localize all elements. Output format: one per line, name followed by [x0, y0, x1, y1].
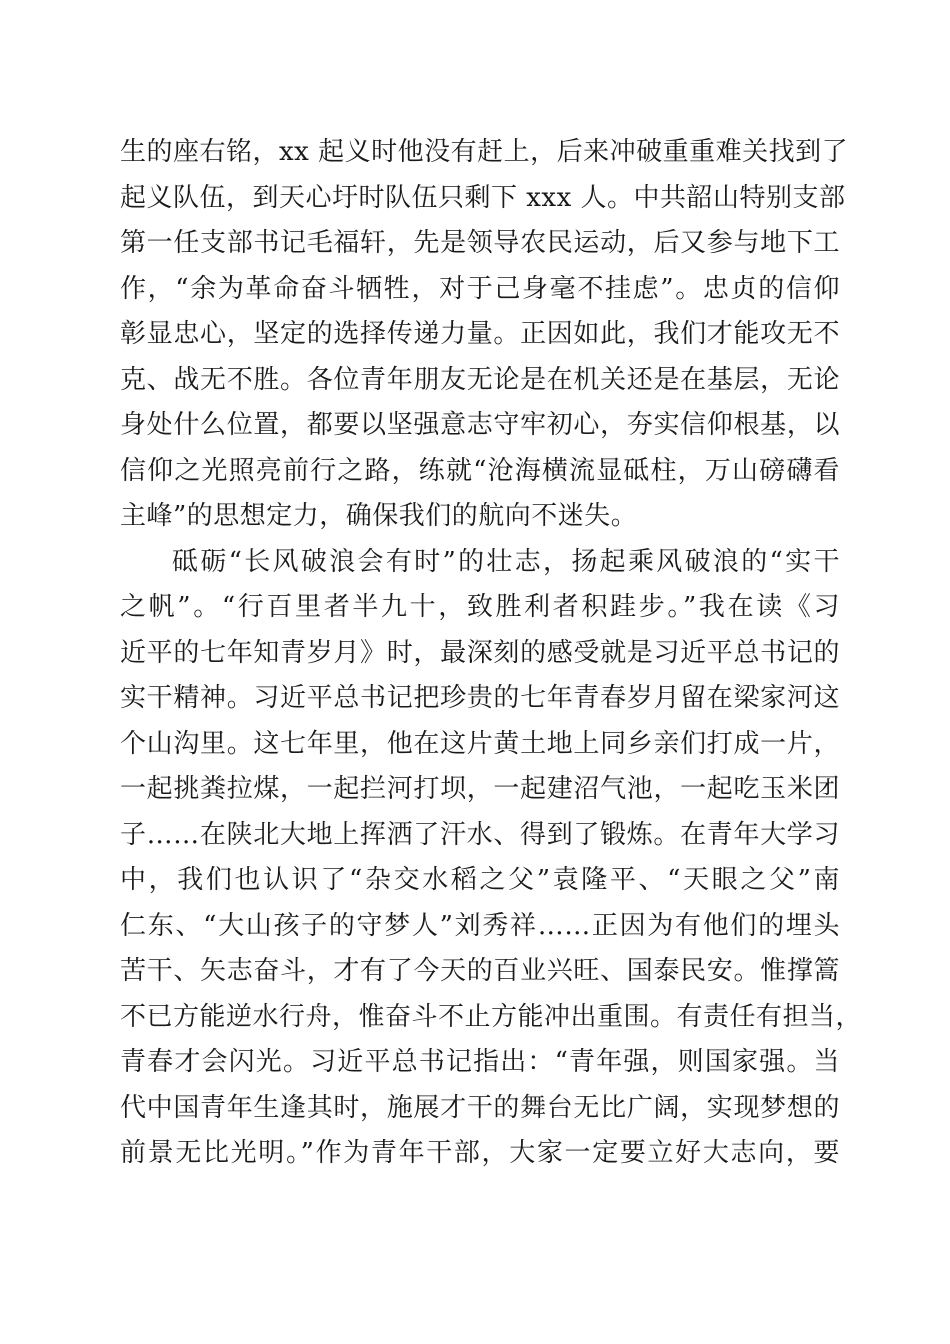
- text-line: 前景无比光明。”作为青年干部，大家一定要立好大志向，要: [120, 1138, 840, 1168]
- paragraph-1: [120, 130, 849, 540]
- text-line: 青春才会闪光。习近平总书记指出：“青年强，则国家强。当: [120, 1047, 840, 1077]
- text-line: 个山沟里。这七年里，他在这片黄土地上同乡亲们打成一片，: [120, 728, 840, 759]
- text-line: 主峰”的思想定力，确保我们的航向不迷失。: [120, 501, 638, 531]
- text-line: 子……在陕北大地上挥洒了汗水、得到了锻炼。在青年大学习: [120, 819, 840, 850]
- text-line: 近平的七年知青岁月》时，最深刻的感受就是习近平总书记的: [120, 637, 840, 668]
- text-line: 实干精神。习近平总书记把珍贵的七年青春岁月留在梁家河这: [120, 683, 840, 713]
- text-line: 第一任支部书记毛福轩，先是领导农民运动，后又参与地下工: [120, 228, 840, 258]
- text-line: 中，我们也认识了“杂交水稻之父”袁隆平、“天眼之父”南: [120, 865, 840, 895]
- body-text: [120, 130, 863, 1177]
- text-line: 信仰之光照亮前行之路，练就“沧海横流显砥柱，万山磅礴看: [120, 455, 840, 486]
- text-line: 起义队伍，到天心圩时队伍只剩下 xxx 人。中共韶山特别支部: [120, 182, 846, 213]
- text-line: 不已方能逆水行舟，惟奋斗不止方能冲出重围。有责任有担当，: [120, 1001, 863, 1032]
- text-line: 克、战无不胜。各位青年朋友无论是在机关还是在基层，无论: [120, 364, 840, 395]
- text-line: 之帆”。“行百里者半九十，致胜利者积跬步。”我在读《习: [120, 592, 840, 622]
- text-line: 一起挑粪拉煤，一起拦河打坝，一起建沼气池，一起吃玉米团: [120, 774, 840, 804]
- text-line: 作，“余为革命奋斗牺牲，对于己身毫不挂虑”。忠贞的信仰: [120, 273, 840, 304]
- text-line: 生的座右铭，xx 起义时他没有赶上，后来冲破重重难关找到了: [120, 137, 849, 167]
- text-line: 砥砺“长风破浪会有时”的壮志，扬起乘风破浪的“实干: [172, 546, 840, 577]
- text-line: 仁东、“大山孩子的守梦人”刘秀祥……正因为有他们的埋头: [120, 910, 840, 941]
- text-line: 彰显忠心，坚定的选择传递力量。正因如此，我们才能攻无不: [120, 319, 840, 349]
- text-line: 苦干、矢志奋斗，才有了今天的百业兴旺、国泰民安。惟撑篙: [120, 956, 840, 986]
- text-line: 身处什么位置，都要以坚强意志守牢初心，夯实信仰根基，以: [120, 410, 840, 440]
- paragraph-2: [120, 540, 863, 1177]
- text-line: 代中国青年生逢其时，施展才干的舞台无比广阔，实现梦想的: [120, 1092, 840, 1123]
